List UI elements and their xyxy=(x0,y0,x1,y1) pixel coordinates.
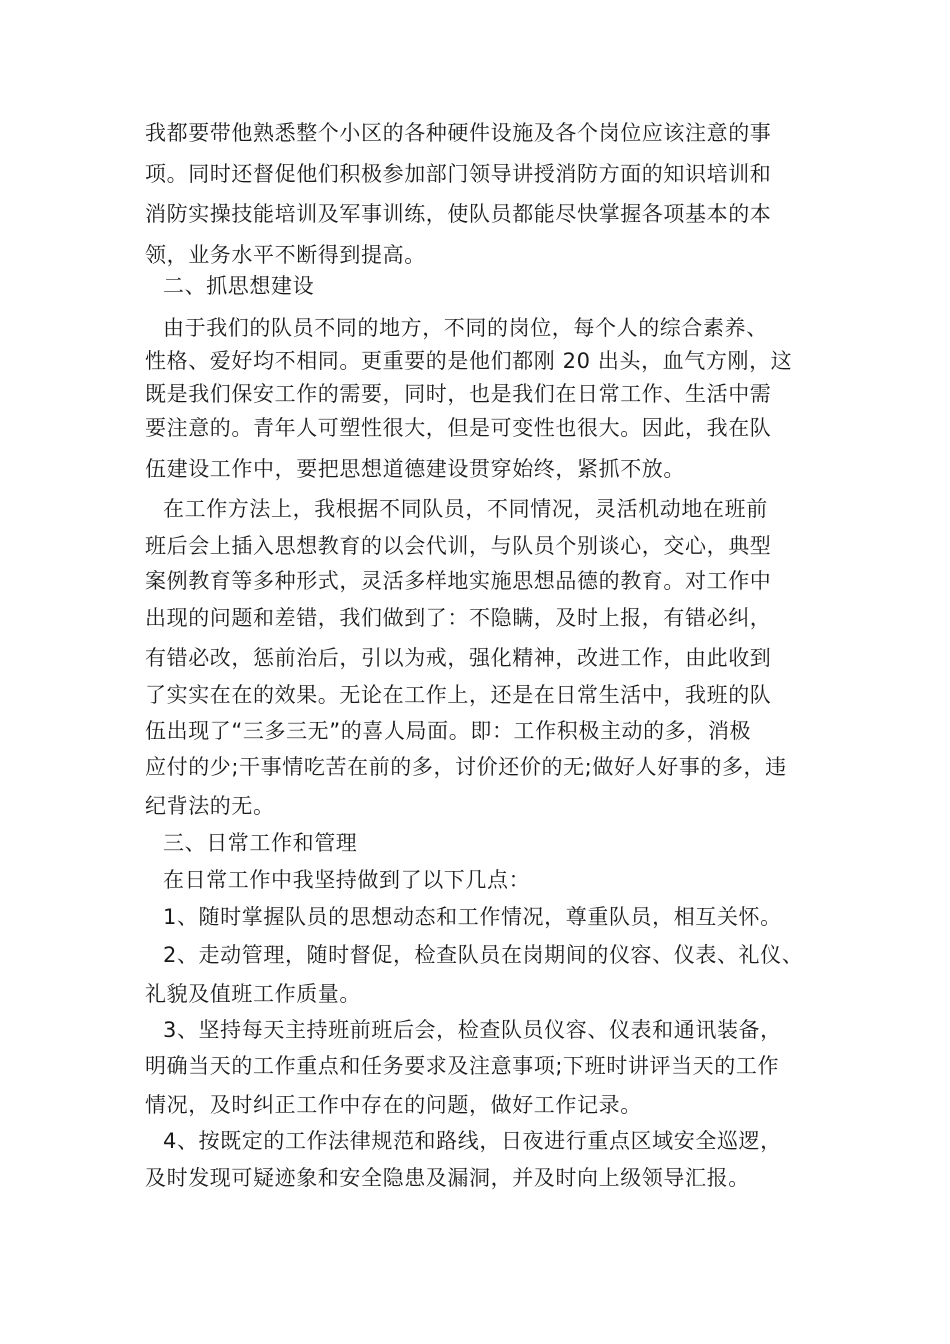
text-line: 班后会上插入思想教育的以会代训，与队员个别谈心，交心，典型 xyxy=(145,534,772,558)
text-line: 要注意的。青年人可塑性很大，但是可变性也很大。因此，我在队 xyxy=(145,416,772,440)
text-line: 出现的问题和差错，我们做到了：不隐瞒，及时上报，有错必纠， xyxy=(145,606,772,630)
section-heading-2: 二、抓思想建设 xyxy=(163,274,315,298)
text-line: 应付的少;干事情吃苦在前的多，讨价还价的无;做好人好事的多，违 xyxy=(145,755,787,779)
list-item-4: 4、按既定的工作法律规范和路线，日夜进行重点区域安全巡逻， xyxy=(163,1129,782,1153)
text-line: 性格、爱好均不相同。更重要的是他们都刚 20 出头，血气方刚，这 xyxy=(145,349,793,373)
list-item-1: 1、随时掌握队员的思想动态和工作情况，尊重队员，相互关怀。 xyxy=(163,905,782,929)
text-line: 礼貌及值班工作质量。 xyxy=(145,982,361,1006)
text-line: 案例教育等多种形式，灵活多样地实施思想品德的教育。对工作中 xyxy=(145,569,772,593)
text-line: 明确当天的工作重点和任务要求及注意事项;下班时讲评当天的工作 xyxy=(145,1054,780,1078)
text-line: 了实实在在的效果。无论在工作上，还是在日常生活中，我班的队 xyxy=(145,683,772,707)
text-line: 既是我们保安工作的需要，同时，也是我们在日常工作、生活中需 xyxy=(145,382,772,406)
text-line: 我都要带他熟悉整个小区的各种硬件设施及各个岗位应该注意的事 xyxy=(145,121,772,145)
text-line: 伍建设工作中，要把思想道德建设贯穿始终，紧抓不放。 xyxy=(145,457,685,481)
text-line: 消防实操技能培训及军事训练，使队员都能尽快掌握各项基本的本 xyxy=(145,202,772,226)
list-item-2: 2、走动管理，随时督促，检查队员在岗期间的仪容、仪表、礼仪、 xyxy=(163,943,804,967)
text-line: 在日常工作中我坚持做到了以下几点： xyxy=(163,868,531,892)
section-heading-3: 三、日常工作和管理 xyxy=(163,831,358,855)
text-line: 及时发现可疑迹象和安全隐患及漏洞，并及时向上级领导汇报。 xyxy=(145,1166,750,1190)
text-line: 伍出现了“三多三无”的喜人局面。即：工作积极主动的多，消极 xyxy=(145,719,752,743)
text-line: 有错必改，惩前治后，引以为戒，强化精神，改进工作，由此收到 xyxy=(145,646,772,670)
text-line: 情况，及时纠正工作中存在的问题，做好工作记录。 xyxy=(145,1093,642,1117)
text-line: 纪背法的无。 xyxy=(145,794,275,818)
text-line: 领，业务水平不断得到提高。 xyxy=(145,243,426,267)
list-item-3: 3、坚持每天主持班前班后会，检查队员仪容、仪表和通讯装备， xyxy=(163,1018,782,1042)
text-line: 在工作方法上，我根据不同队员，不同情况，灵活机动地在班前 xyxy=(163,497,768,521)
text-line: 由于我们的队员不同的地方，不同的岗位，每个人的综合素养、 xyxy=(163,316,768,340)
text-line: 项。同时还督促他们积极参加部门领导讲授消防方面的知识培训和 xyxy=(145,162,772,186)
